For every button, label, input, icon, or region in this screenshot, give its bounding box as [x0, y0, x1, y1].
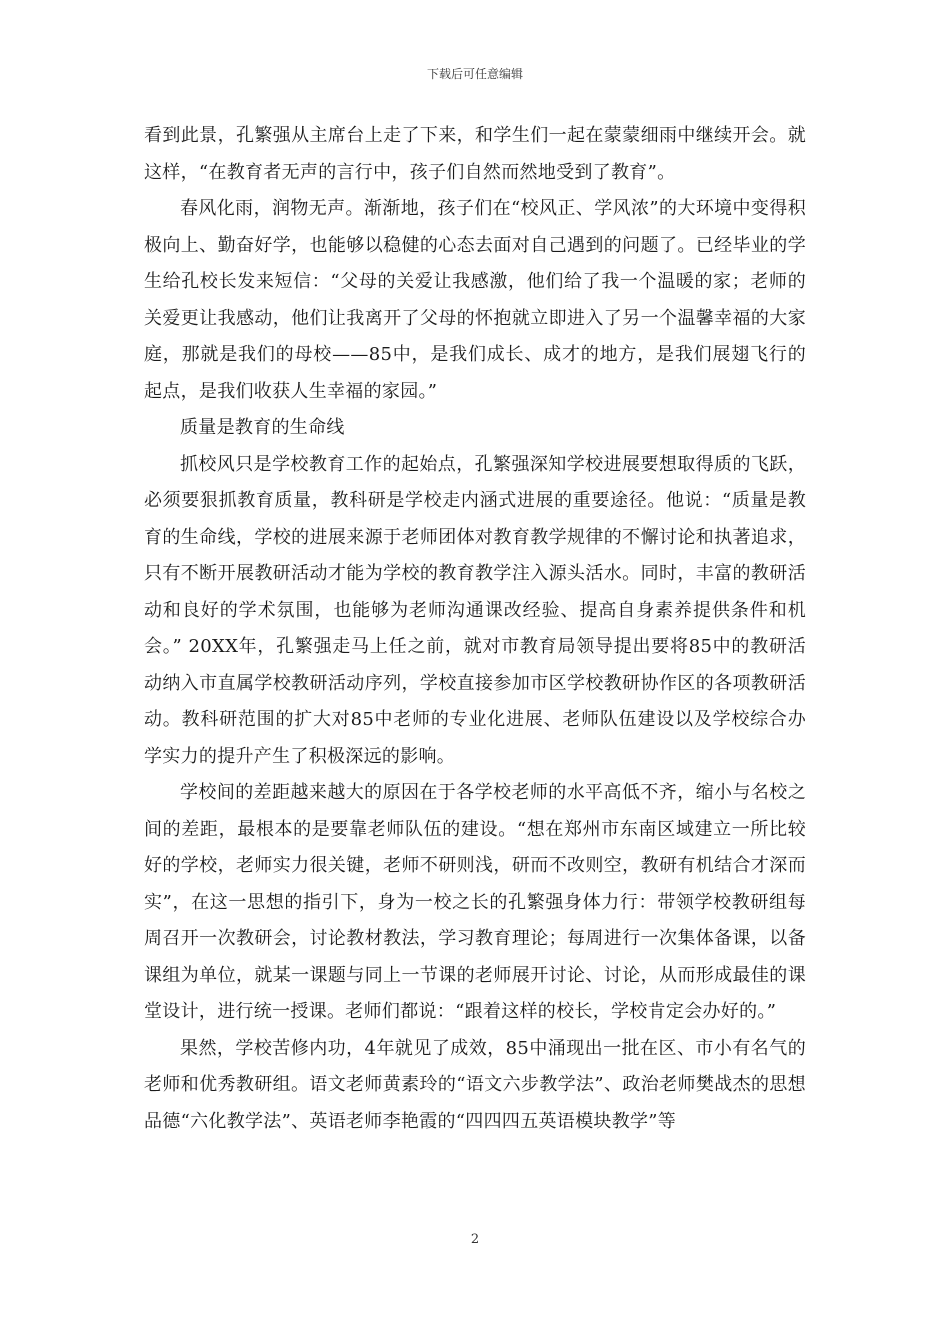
document-body — [144, 118, 806, 1140]
paragraph-5: 果然，学校苦修内功，4年就见了成效，85中涌现出一批在区、市小有名气的老师和优秀教研组。语文老师黄素玲的“语文六步教学法”、政治老师樊战杰的思想品德“六化教学法”、英语老师李艳霞的“四四四五英语模块教学”等 — [144, 1037, 806, 1132]
paragraph-3: 抓校风只是学校教育工作的起始点，孔繁强深知学校进展要想取得质的飞跃，必须要狠抓教育质量，教科研是学校走内涵式进展的重要途径。他说：“质量是教育的生命线，学校的进展来源于老师团体对教育教学规律的不懈讨论和执著追求，只有不断开展教研活动才能为学校的教育教学注入源头活水。同时，丰富的教研活动和良好的学术氛围，也能够为老师沟通课改经验、提高自身素养提供条件和机会。” 20XX年，孔繁强走马上任之前，就对市教育局领导提出要将85中的教研活动纳入市直属学校教研活动序列，学校直接参加市区学校教研协作区的各项教研活动。教科研范围的扩大对85中老师的专业化进展、老师队伍建设以及学校综合办学实力的提升产生了积极深远的影响。 — [144, 453, 806, 767]
paragraph-4: 学校间的差距越来越大的原因在于各学校老师的水平高低不齐，缩小与名校之间的差距，最根本的是要靠老师队伍的建设。“想在郑州市东南区域建立一所比较好的学校，老师实力很关键，老师不研则浅，研而不改则空，教研有机结合才深而实”，在这一思想的指引下，身为一校之长的孔繁强身体力行：带领学校教研组每周召开一次教研会，讨论教材教法，学习教育理论；每周进行一次集体备课，以备课组为单位，就某一课题与同上一节课的老师展开讨论、讨论，从而形成最佳的课堂设计，进行统一授课。老师们都说：“跟着这样的校长，学校肯定会办好的。” — [144, 782, 806, 1022]
section-heading: 质量是教育的生命线 — [180, 417, 345, 438]
page-header: 下载后可任意编辑 — [426, 67, 523, 81]
page-number: 2 — [470, 1232, 480, 1247]
paragraph-1: 看到此景，孔繁强从主席台上走了下来，和学生们一起在蒙蒙细雨中继续开会。就这样，“在教育者无声的言行中，孩子们自然而然地受到了教育”。 — [144, 125, 806, 183]
paragraph-2: 春风化雨，润物无声。渐渐地，孩子们在“校风正、学风浓”的大环境中变得积极向上、勤奋好学，也能够以稳健的心态去面对自己遇到的问题了。已经毕业的学生给孔校长发来短信：“父母的关爱让我感激，他们给了我一个温暖的家；老师的关爱更让我感动，他们让我离开了父母的怀抱就立即进入了另一个温馨幸福的大家庭，那就是我们的母校——85中，是我们成长、成才的地方，是我们展翅飞行的起点，是我们收获人生幸福的家园。” — [144, 198, 806, 402]
